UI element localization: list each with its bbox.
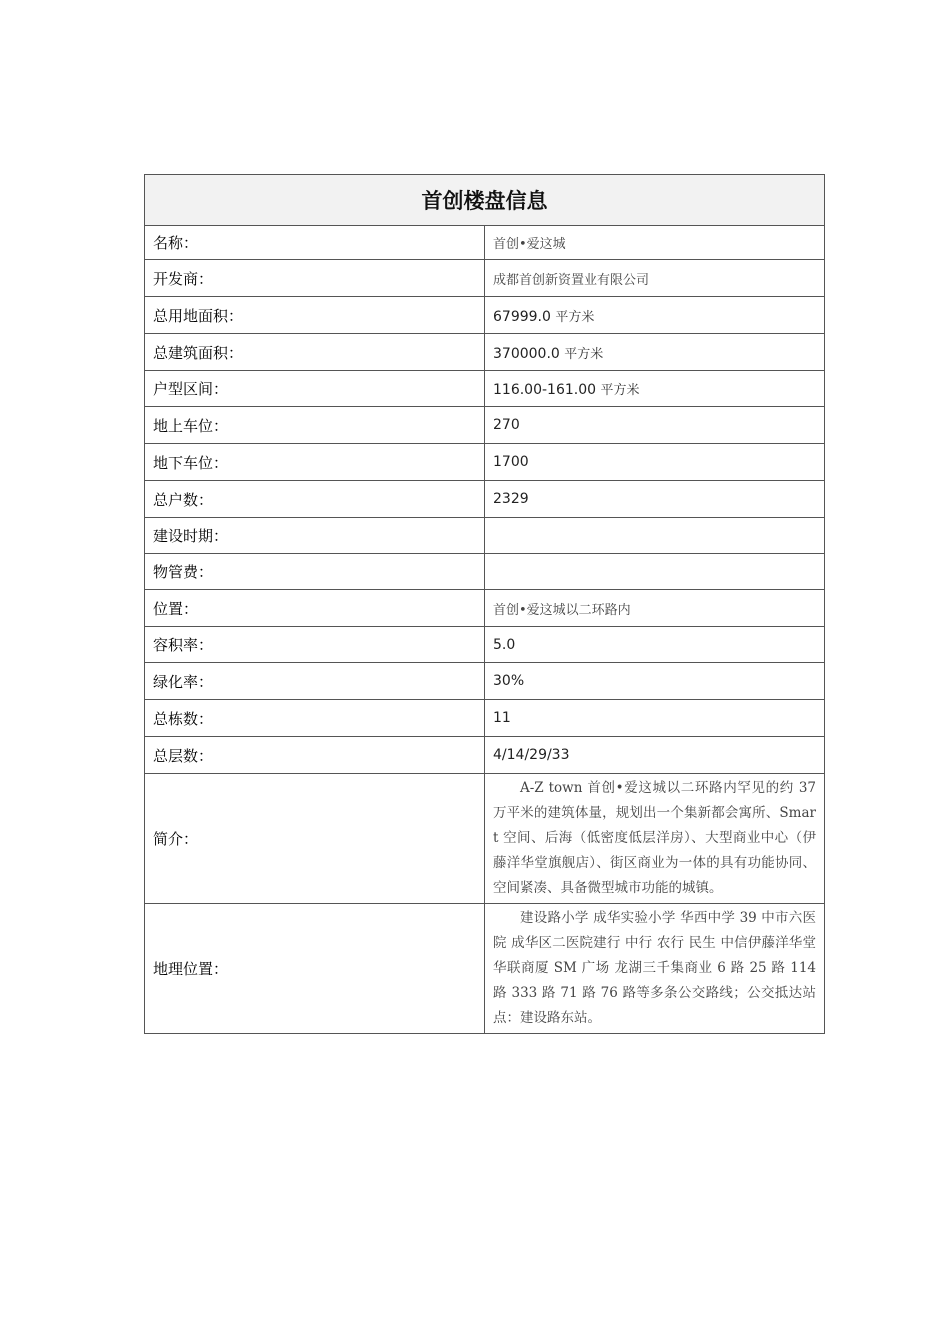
value-green-ratio: 30% — [485, 663, 825, 700]
property-info-table — [144, 174, 825, 1034]
building-area-unit: 平方米 — [564, 346, 604, 362]
label-geo-location: 地理位置： — [145, 904, 485, 1034]
geo-paragraph: 建设路小学 成华实验小学 华西中学 39 中市六医院 成华区二医院建行 中行 农行 民生 中信伊藤洋华堂 华联商厦 SM 广场 龙湖三千集商业 6 路 25 路 114 路 333 路 71 路 76 路等多条公交路线；公交抵达站点：建设路东站。 — [493, 910, 816, 1026]
value-households: 2329 — [485, 481, 825, 518]
row-unit-range — [145, 371, 825, 407]
unit-range-number: 116.00-161.00 — [493, 382, 597, 398]
row-name — [145, 226, 825, 260]
intro-paragraph: A-Z town 首创•爱这城以二环路内罕见的约 37 万平米的建筑体量，规划出一个集新都会寓所、Smart 空间、后海（低密度低层洋房）、大型商业中心（伊藤洋华堂旗舰店）、街区商业为一体的具有功能协同、空间紧凑、具备微型城市功能的城镇。 — [493, 780, 816, 896]
row-building-area — [145, 334, 825, 371]
value-location: 首创•爱这城以二环路内 — [485, 590, 825, 627]
row-underground-parking — [145, 444, 825, 481]
value-land-area — [485, 297, 825, 334]
row-households — [145, 481, 825, 518]
label-green-ratio: 绿化率： — [145, 663, 485, 700]
row-intro — [145, 774, 825, 904]
value-building-area — [485, 334, 825, 371]
value-developer: 成都首创新资置业有限公司 — [485, 260, 825, 297]
row-floor-count — [145, 737, 825, 774]
label-unit-range: 户型区间： — [145, 371, 485, 407]
row-green-ratio — [145, 663, 825, 700]
row-developer — [145, 260, 825, 297]
land-area-unit: 平方米 — [555, 309, 595, 325]
label-floor-count: 总层数： — [145, 737, 485, 774]
label-building-area: 总建筑面积： — [145, 334, 485, 371]
value-plot-ratio: 5.0 — [485, 627, 825, 663]
label-construction-period: 建设时期： — [145, 518, 485, 554]
label-developer: 开发商： — [145, 260, 485, 297]
value-construction-period — [485, 518, 825, 554]
label-intro: 简介： — [145, 774, 485, 904]
value-floor-count: 4/14/29/33 — [485, 737, 825, 774]
row-construction-period — [145, 518, 825, 554]
building-area-number: 370000.0 — [493, 345, 560, 362]
label-households: 总户数： — [145, 481, 485, 518]
row-building-count — [145, 700, 825, 737]
label-management-fee: 物管费： — [145, 554, 485, 590]
label-location: 位置： — [145, 590, 485, 627]
row-plot-ratio — [145, 627, 825, 663]
value-name: 首创•爱这城 — [485, 226, 825, 260]
unit-range-unit: 平方米 — [600, 383, 640, 398]
row-geo-location — [145, 904, 825, 1034]
label-land-area: 总用地面积： — [145, 297, 485, 334]
label-name: 名称： — [145, 226, 485, 260]
value-intro — [485, 774, 825, 904]
table-title-row — [145, 175, 825, 226]
value-surface-parking: 270 — [485, 407, 825, 444]
value-unit-range — [485, 371, 825, 407]
row-location — [145, 590, 825, 627]
label-building-count: 总栋数： — [145, 700, 485, 737]
value-building-count: 11 — [485, 700, 825, 737]
row-management-fee — [145, 554, 825, 590]
label-plot-ratio: 容积率： — [145, 627, 485, 663]
value-management-fee — [485, 554, 825, 590]
row-land-area — [145, 297, 825, 334]
value-underground-parking: 1700 — [485, 444, 825, 481]
value-geo-location — [485, 904, 825, 1034]
land-area-number: 67999.0 — [493, 308, 551, 325]
table-title: 首创楼盘信息 — [145, 175, 825, 226]
label-underground-parking: 地下车位： — [145, 444, 485, 481]
row-surface-parking — [145, 407, 825, 444]
label-surface-parking: 地上车位： — [145, 407, 485, 444]
